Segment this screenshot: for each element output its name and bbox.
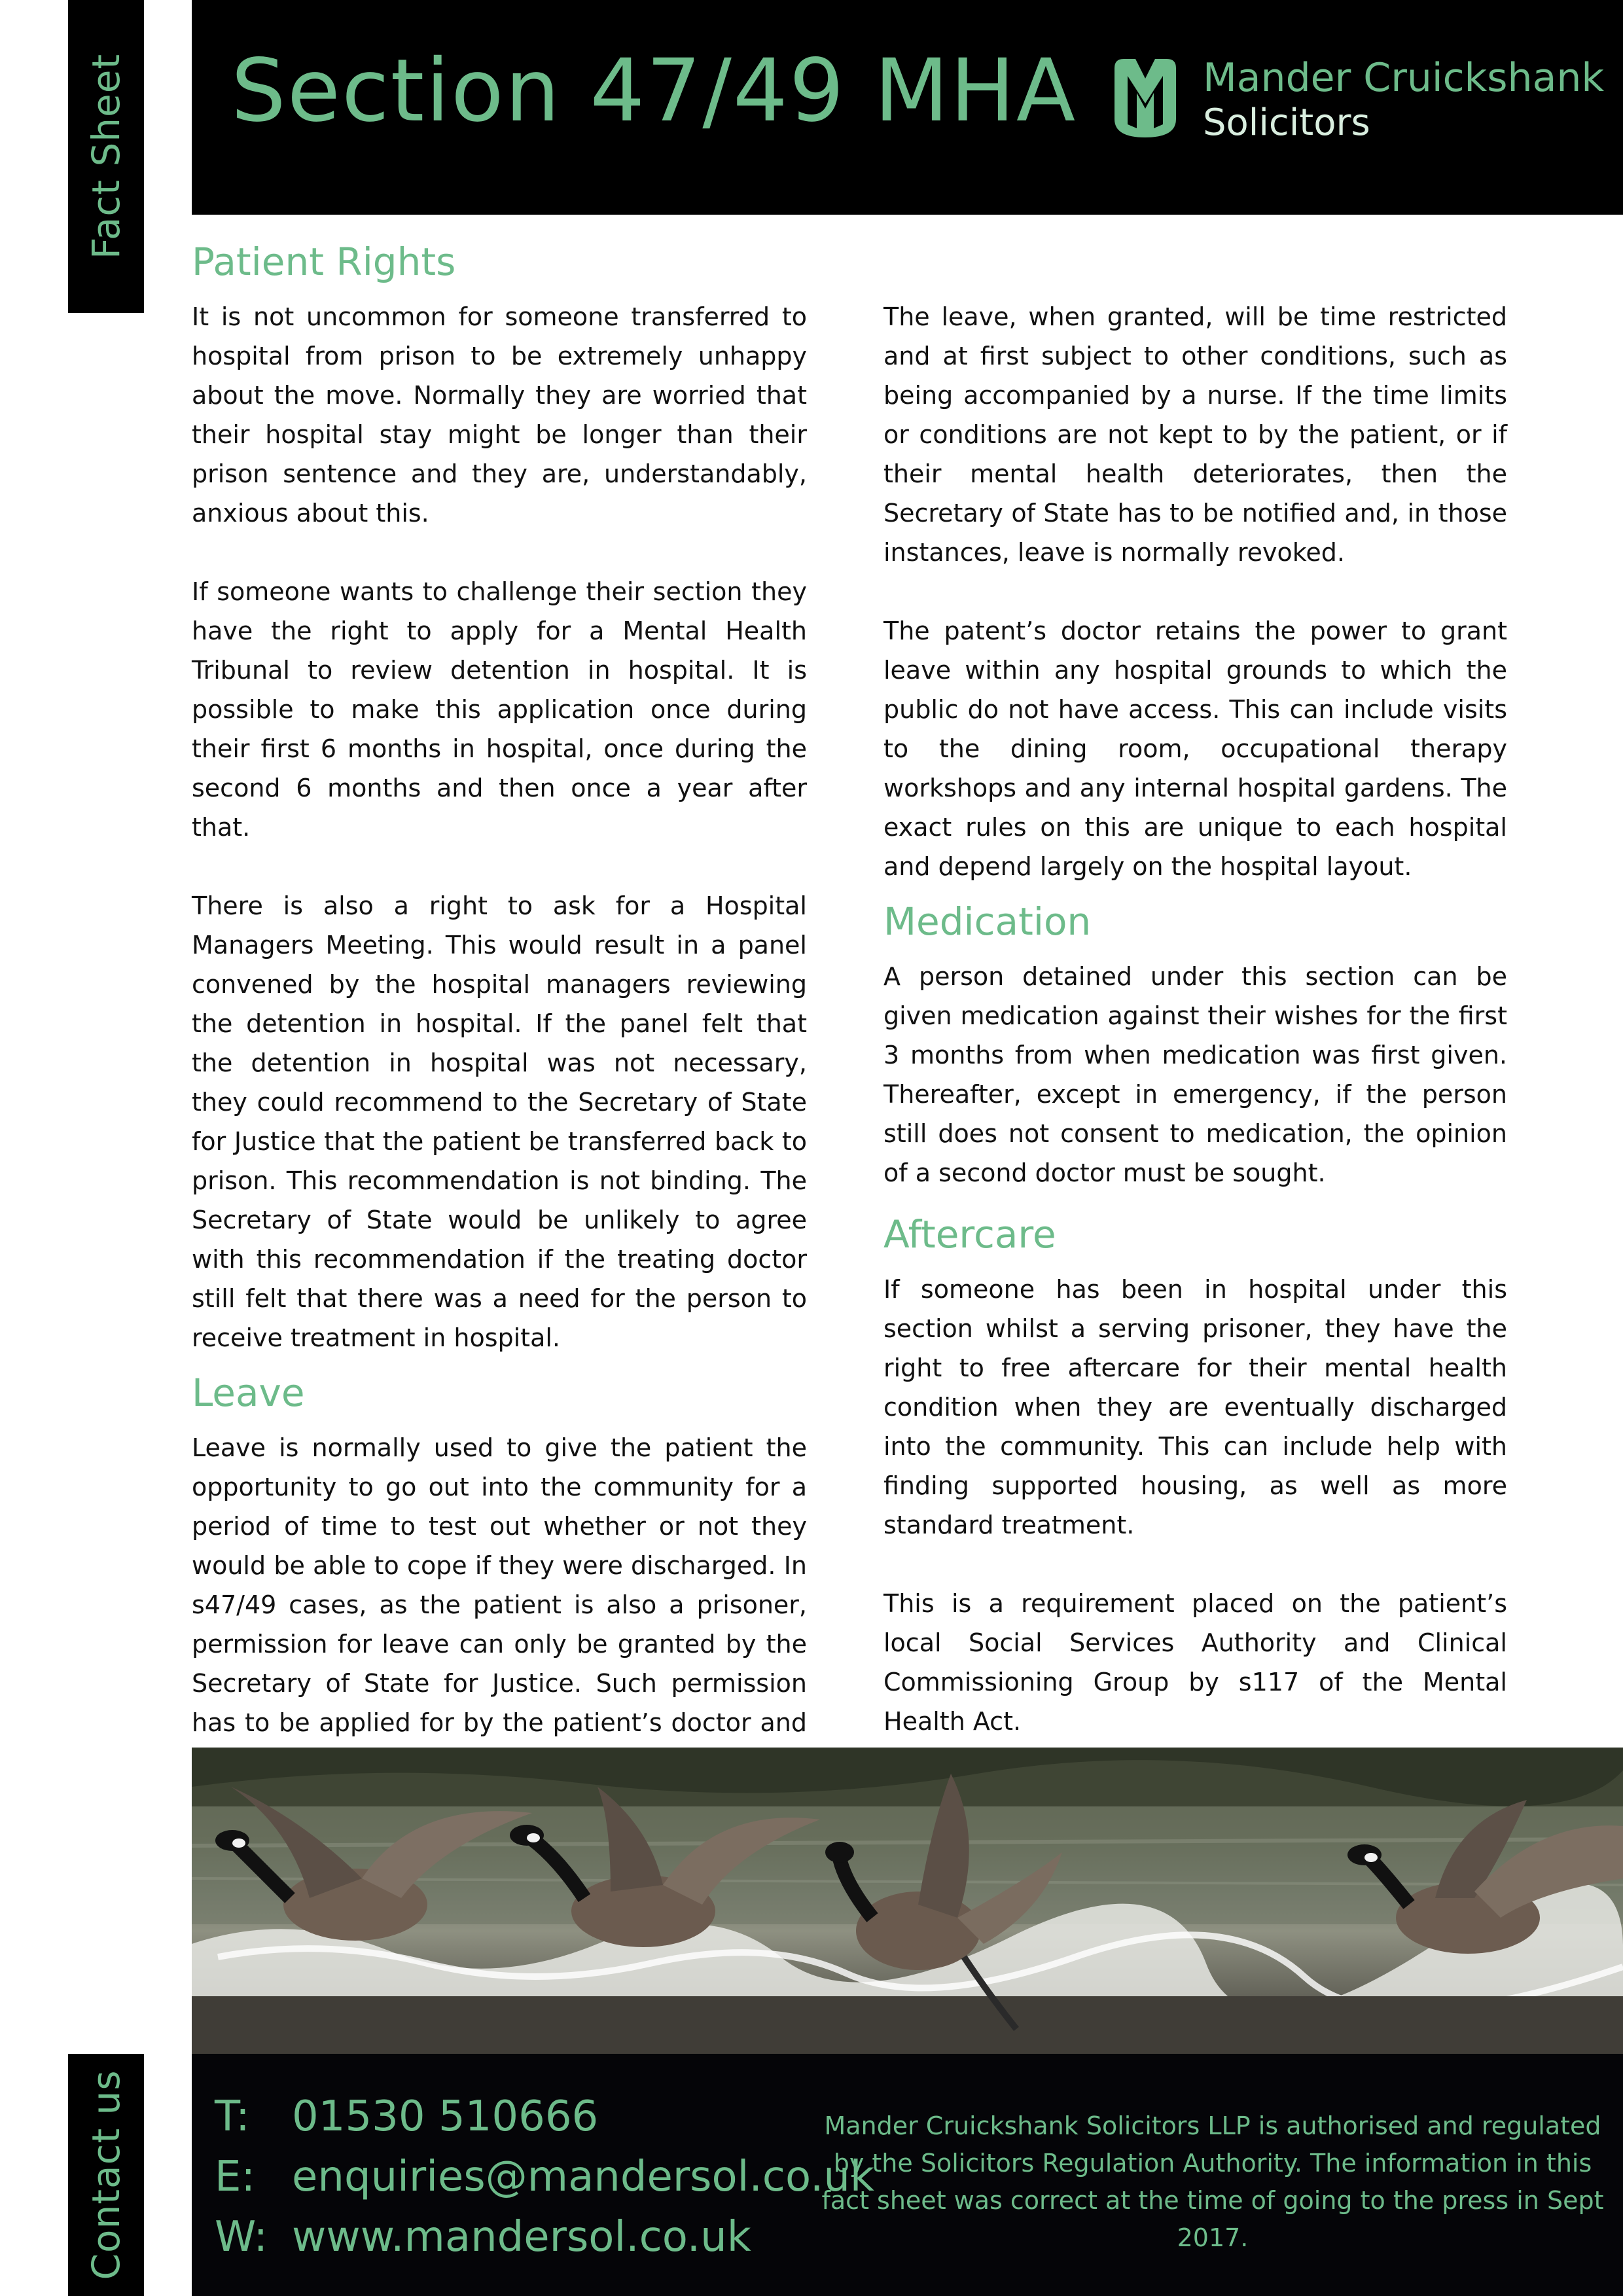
patient-rights-paragraph: There is also a right to ask for a Hospital Managers Meeting. This would result in a panel convened by the hospital managers reviewing the detention in hospital. If the panel felt that the detention in hospital was not necessary, they could recommend to the Secretary of State for Justice that the patient be transferred back to prison. This recommendation is not binding. The Secretary of State would be unlikely to agree with this recommendation if the treating doctor still felt that there was a need for the person to receive treatment in hospital. <box>192 891 807 1352</box>
logo-sub: Solicitors <box>1203 101 1370 144</box>
patient-rights-paragraph: If someone wants to challenge their section they have the right to apply for a Mental Health Tribunal to review detention in hospital. It is possible to make this application once during their first 6 months in hospital, once during the second 6 months and then once a year after that. <box>192 577 807 842</box>
web-row <box>215 2207 874 2267</box>
contact-block <box>215 2087 874 2267</box>
geese-photo <box>192 1748 1623 2054</box>
right-column <box>883 236 1507 1741</box>
fact-sheet-tab <box>68 0 144 313</box>
leave-paragraph: The patent’s doctor retains the power to grant leave within any hospital grounds to which the public do not have access. This can include visits to the dining room, occupational therapy workshops and any internal hospital gardens. The exact rules on this are unique to each hospital and depend largely on the hospital layout. <box>883 617 1507 881</box>
email-label: E: <box>215 2153 255 2201</box>
left-column <box>192 236 807 1821</box>
logo-name: Mander Cruickshank <box>1203 55 1605 101</box>
patient-rights-paragraph: It is not uncommon for someone transferred to hospital from prison to be extremely unhappy about the move. Normally they are worried that their hospital stay might be longer than their prison sentence and they are, understandably, anxious about this. <box>192 302 807 528</box>
website-link[interactable]: www.mandersol.co.uk <box>292 2213 751 2261</box>
email-link[interactable]: enquiries@mandersol.co.uk <box>292 2153 874 2201</box>
phone-row <box>215 2087 874 2147</box>
medication-heading: Medication <box>883 899 1092 944</box>
fact-sheet-label: Fact Sheet <box>84 53 128 260</box>
patient-rights-heading: Patient Rights <box>192 240 456 284</box>
phone-number[interactable]: 01530 510666 <box>292 2092 599 2141</box>
disclaimer-text: Mander Cruickshank Solicitors LLP is authorised and regulated by the Solicitors Regulation Authority. The information in this fact sheet was correct at the time of going to the press in Sept 2017. <box>821 2111 1604 2252</box>
mander-logo-icon <box>1109 56 1181 140</box>
leave-paragraph: The leave, when granted, will be time restricted and at first subject to other conditions, such as being accompanied by a nurse. If the time limits or conditions are not kept to by the patient, or if their mental health deteriorates, then the Secretary of State has to be notified and, in those instances, leave is normally revoked. <box>883 302 1507 567</box>
aftercare-heading: Aftercare <box>883 1212 1056 1257</box>
phone-label: T: <box>215 2092 250 2141</box>
logo-text <box>1203 55 1604 145</box>
header-banner <box>192 0 1623 215</box>
leave-paragraph: Leave is normally used to give the patient the opportunity to go out into the community for a period of time to test out whether or not they would be able to cope if they were discharged. In s47/49 cases, as the patient is also a prisoner, permission for leave can only be granted by the Secretary of State for Justice. Such permission has to be applied for by the patient’s doctor and <box>192 1433 807 1737</box>
aftercare-paragraph: If someone has been in hospital under this section whilst a serving prisoner, they have the right to free aftercare for their mental health condition when they are eventually discharged into the community. This can include help with finding supported housing, as well as more standard treatment. <box>883 1275 1507 1539</box>
leave-heading: Leave <box>192 1371 305 1415</box>
page-title: Section 47/49 MHA <box>231 41 1077 141</box>
email-row <box>215 2147 874 2207</box>
web-label: W: <box>215 2213 268 2261</box>
geese-illustration <box>192 1748 1623 2054</box>
aftercare-paragraph: This is a requirement placed on the patient’s local Social Services Authority and Clinical Commissioning Group by s117 of the Mental Health Act. <box>883 1589 1507 1736</box>
footer <box>192 2054 1623 2296</box>
medication-paragraph: A person detained under this section can be given medication against their wishes for the first 3 months from when medication was first given. Thereafter, except in emergency, if the person still does not consent to medication, the opinion of a second doctor must be sought. <box>883 962 1507 1187</box>
contact-us-tab <box>68 2054 144 2296</box>
contact-us-label: Contact us <box>84 2070 128 2280</box>
